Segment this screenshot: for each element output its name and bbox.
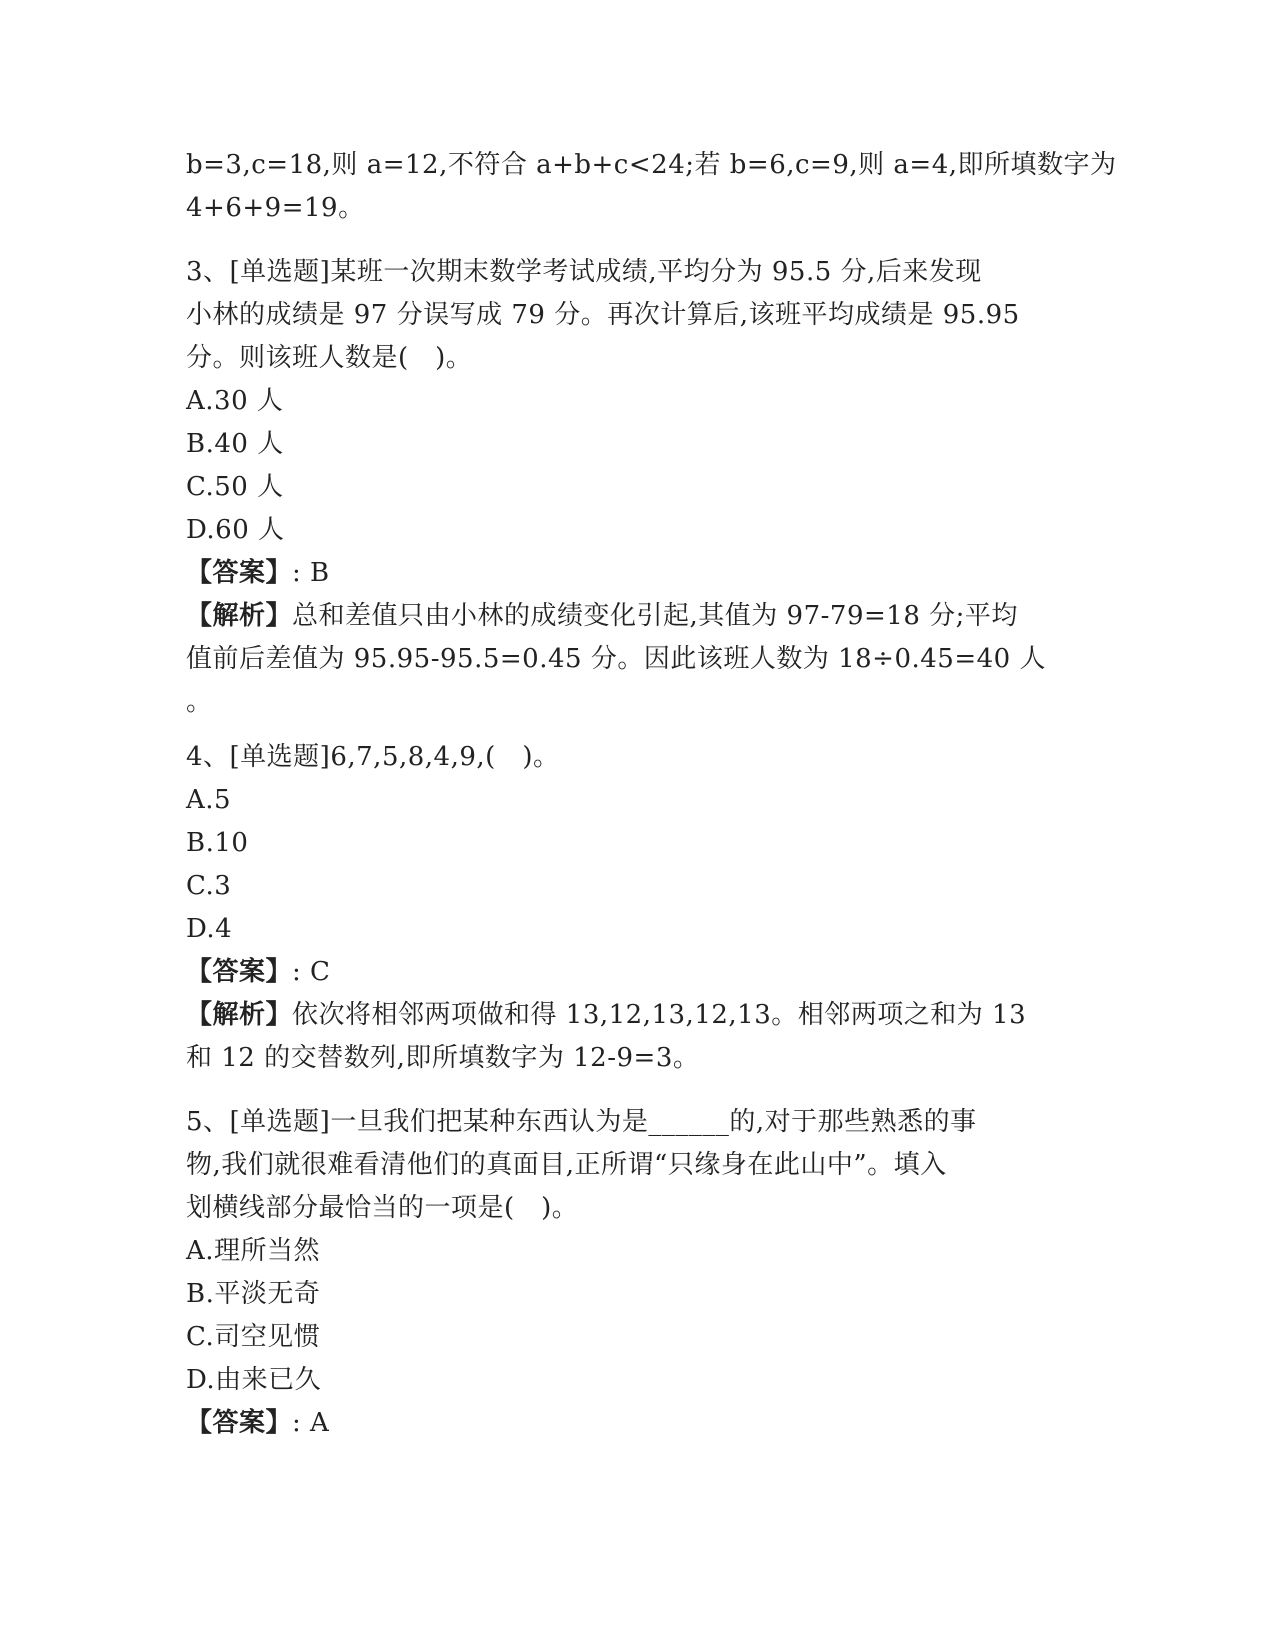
analysis-label: 【解析】 <box>186 1000 293 1030</box>
answer-value: B <box>310 558 330 588</box>
option-d: D.60 人 <box>186 515 285 545</box>
option-a: A.30 人 <box>186 386 284 416</box>
question-stem-line: 3、[单选题]某班一次期末数学考试成绩,平均分为 95.5 分,后来发现 <box>186 257 982 287</box>
option-b: B.40 人 <box>186 429 284 459</box>
answer-value: A <box>310 1408 330 1438</box>
answer-label: 【答案】 <box>186 558 293 588</box>
question-stem-line: 物,我们就很难看清他们的真面目,正所谓“只缘身在此山中”。填入 <box>186 1150 947 1180</box>
question-stem-line: 小林的成绩是 97 分误写成 79 分。再次计算后,该班平均成绩是 95.95 <box>186 300 1020 330</box>
analysis-label: 【解析】 <box>186 601 293 631</box>
option-a: A.理所当然 <box>186 1236 321 1266</box>
option-c: C.50 人 <box>186 472 284 502</box>
question-5 <box>186 1101 1086 1445</box>
answer-line <box>186 1402 1086 1445</box>
document-page <box>186 144 1117 1445</box>
analysis-text: 总和差值只由小林的成绩变化引起,其值为 97-79=18 分;平均 <box>292 601 1018 631</box>
continuation-line: 4+6+9=19。 <box>186 193 365 223</box>
analysis-text: 值前后差值为 95.95-95.5=0.45 分。因此该班人数为 18÷0.45=40 人 <box>186 644 1046 674</box>
question-stem-line: 4、[单选题]6,7,5,8,4,9,( )。 <box>186 742 560 772</box>
analysis-text: 。 <box>186 687 213 717</box>
option-c: C.3 <box>186 871 232 901</box>
analysis-line <box>186 595 1086 638</box>
option-a: A.5 <box>186 785 232 815</box>
answer-separator: : <box>292 1408 302 1438</box>
answer-separator: : <box>292 957 302 987</box>
question-3 <box>186 251 1086 724</box>
analysis-line <box>186 994 1086 1037</box>
option-c: C.司空见惯 <box>186 1322 321 1352</box>
question-stem-line: 划横线部分最恰当的一项是( )。 <box>186 1193 579 1223</box>
answer-line <box>186 552 1086 595</box>
continuation-line: b=3,c=18,则 a=12,不符合 a+b+c<24;若 b=6,c=9,则 a=4,即所填数字为 <box>186 150 1117 180</box>
answer-separator: : <box>292 558 302 588</box>
answer-label: 【答案】 <box>186 1408 293 1438</box>
analysis-text: 和 12 的交替数列,即所填数字为 12-9=3。 <box>186 1043 700 1073</box>
analysis-text: 依次将相邻两项做和得 13,12,13,12,13。相邻两项之和为 13 <box>292 1000 1027 1030</box>
question-4 <box>186 736 1086 1080</box>
question-stem-line: 5、[单选题]一旦我们把某种东西认为是______的,对于那些熟悉的事 <box>186 1107 977 1137</box>
question-stem-line: 分。则该班人数是( )。 <box>186 343 473 373</box>
answer-value: C <box>310 957 331 987</box>
option-b: B.平淡无奇 <box>186 1279 321 1309</box>
option-d: D.4 <box>186 914 233 944</box>
option-b: B.10 <box>186 828 249 858</box>
answer-label: 【答案】 <box>186 957 293 987</box>
option-d: D.由来已久 <box>186 1365 322 1395</box>
answer-line <box>186 951 1086 994</box>
